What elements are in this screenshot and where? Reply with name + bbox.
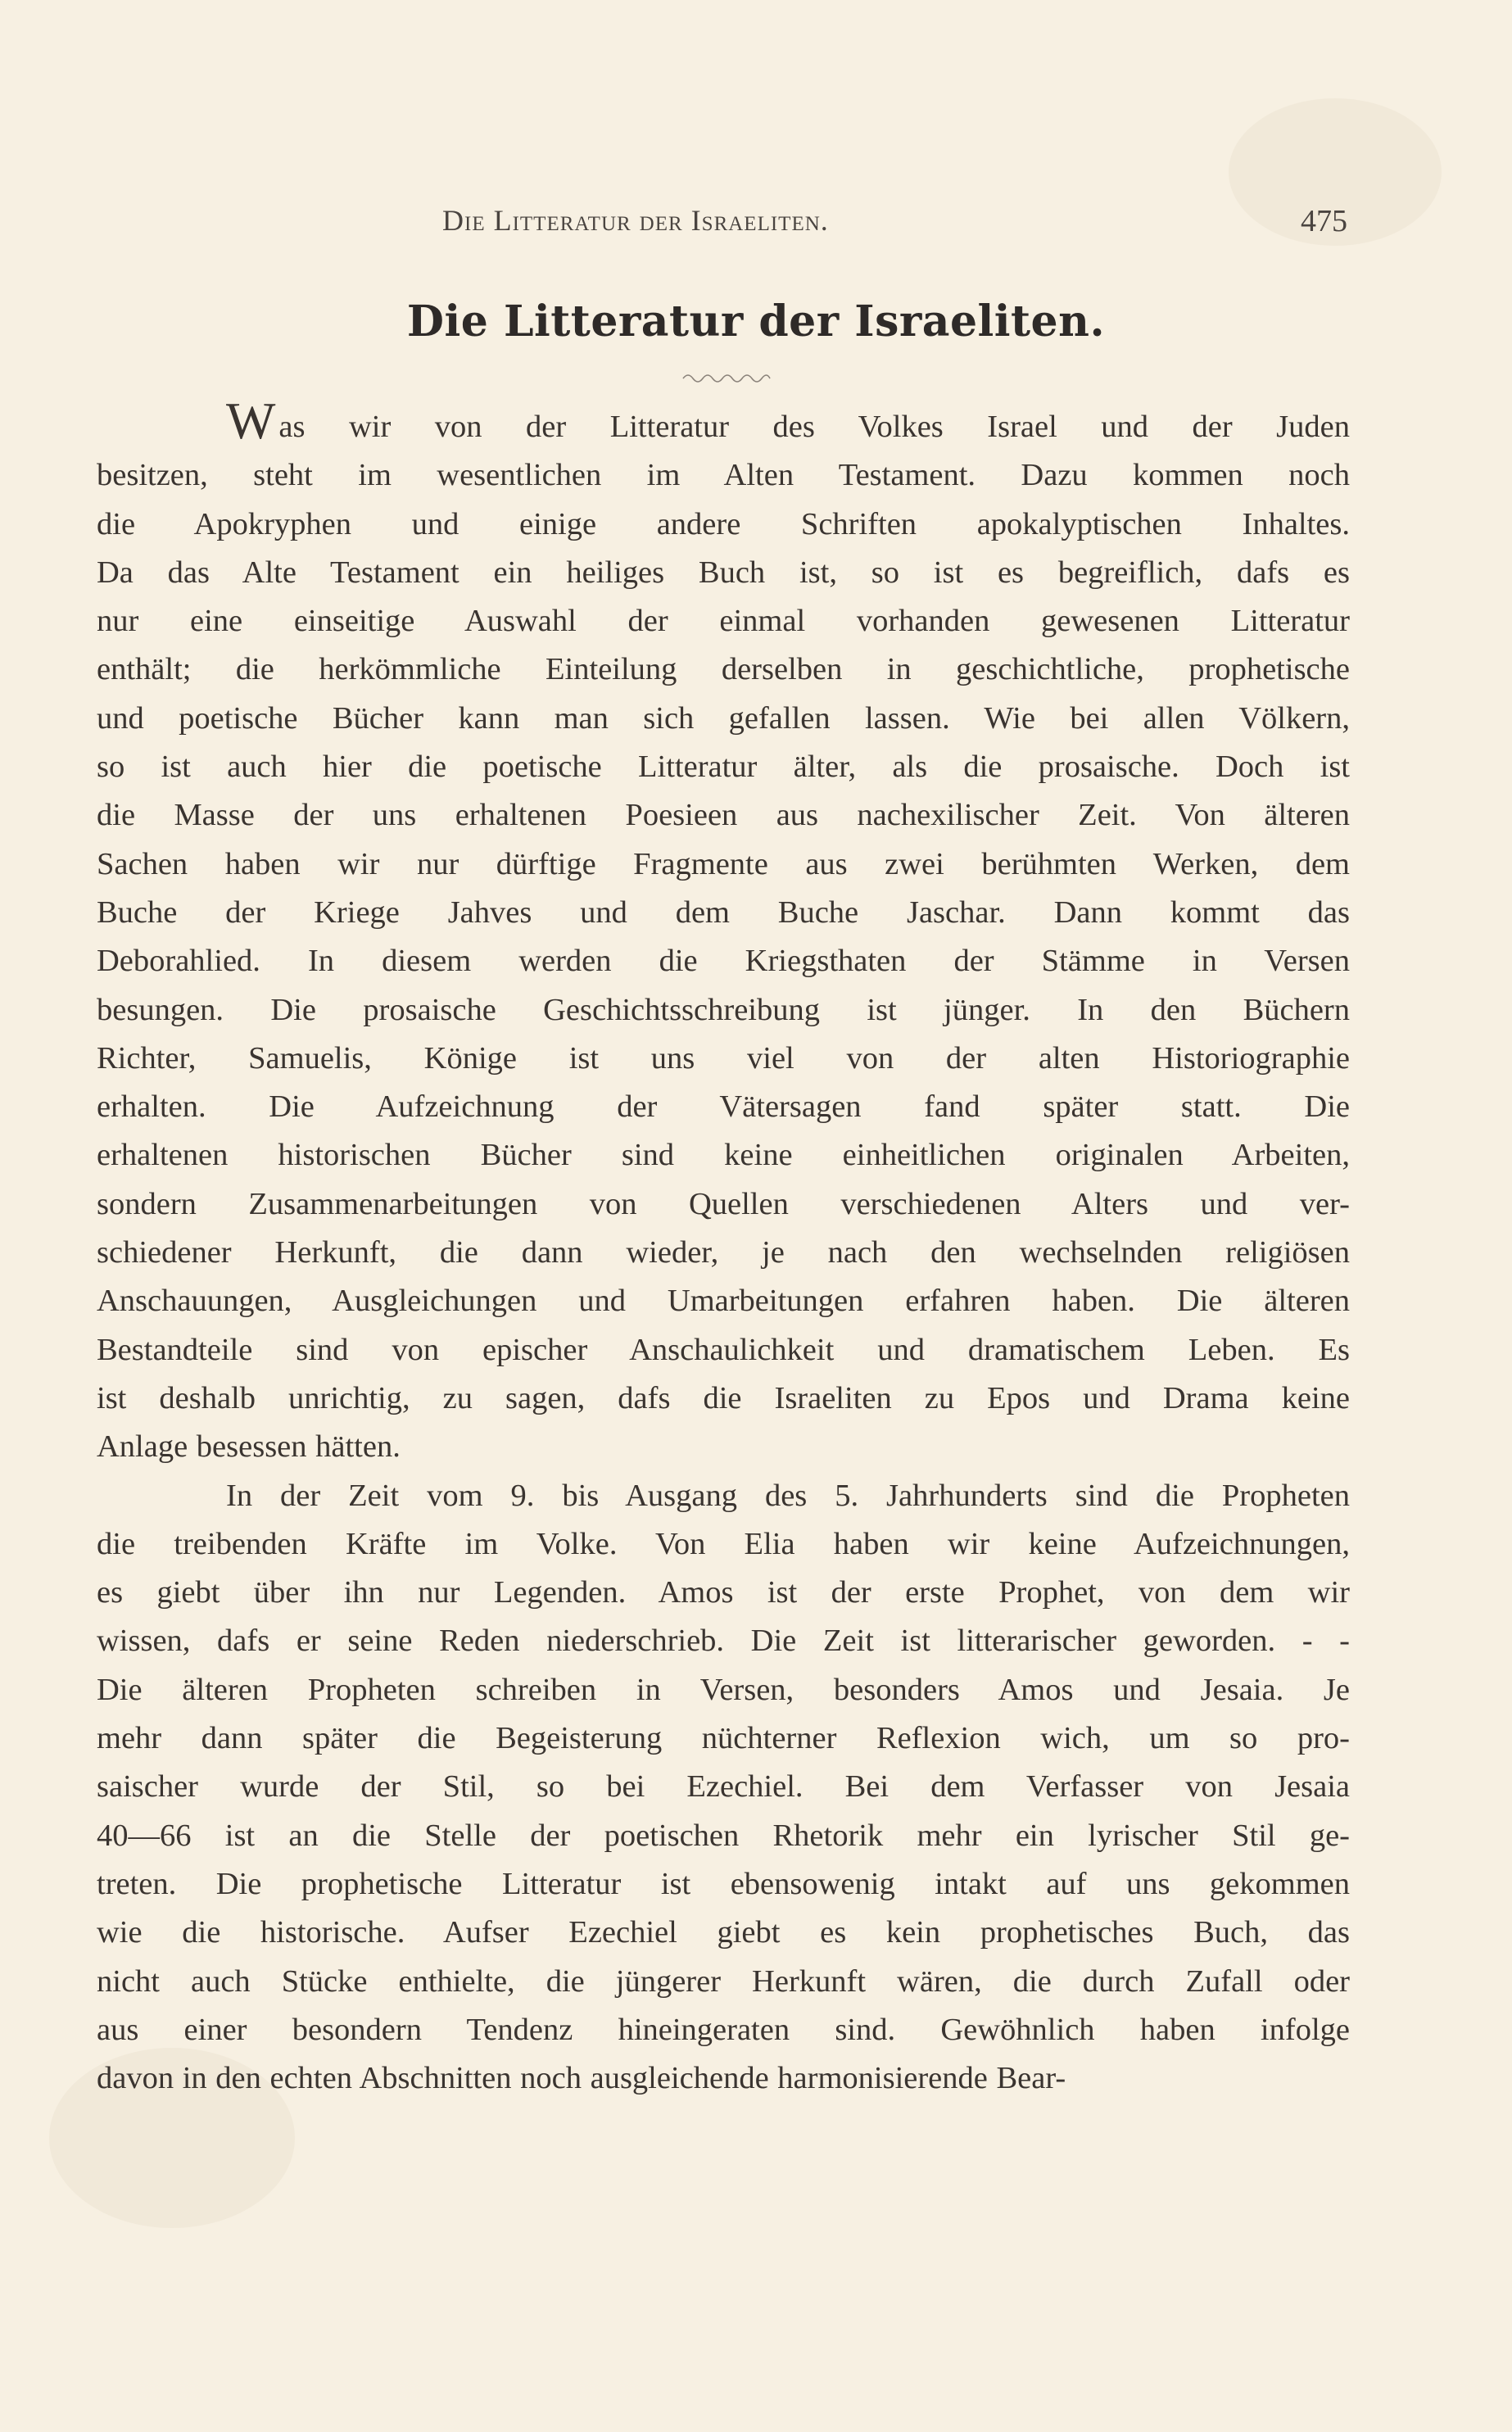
line-text: die treibenden Kräfte im Volke. Von Elia haben wir keine Aufzeichnungen, [97,1526,1350,1561]
text-line [97,1909,1350,1957]
text-line [97,1520,1350,1569]
text-line [97,1277,1350,1325]
page-number: 475 [1301,204,1347,238]
text-line [97,1714,1350,1763]
text-line [97,695,1350,743]
text-line [97,1958,1350,2006]
line-text: nur eine einseitige Auswahl der einmal vorhanden gewesenen Litteratur [97,604,1350,639]
text-line [97,1375,1350,1423]
paragraph-2 [97,1472,1350,2104]
text-line [97,1180,1350,1229]
line-text: 40—66 ist an die Stelle der poetischen Rhetorik mehr ein lyrischer Stil ge- [97,1818,1350,1853]
text-line [97,403,1350,451]
text-line [97,500,1350,549]
text-line [97,1569,1350,1617]
text-line [97,889,1350,937]
body-text [97,403,1350,2103]
text-line [97,1666,1350,1714]
text-line [97,1860,1350,1909]
line-text: Die älteren Propheten schreiben in Versen, besonders Amos und Jesaia. Je [97,1672,1350,1707]
text-line [97,1229,1350,1277]
line-text: nicht auch Stücke enthielte, die jüngerer Herkunft wären, die durch Zufall oder [97,1963,1350,1999]
text-line [97,1812,1350,1860]
text-line [97,1326,1350,1375]
line-text: erhaltenen historischen Bücher sind keine einheitlichen originalen Arbeiten, [97,1138,1350,1173]
line-text: und poetische Bücher kann man sich gefallen lassen. Wie bei allen Völkern, [97,700,1350,736]
line-text: enthält; die herkömmliche Einteilung derselben in geschichtliche, prophetische [97,652,1350,687]
text-line [97,1472,1350,1520]
line-text: Buche der Kriege Jahves und dem Buche Jaschar. Dann kommt das [97,894,1350,930]
text-line [97,1763,1350,1811]
line-text: aus einer besondern Tendenz hineingeraten sind. Gewöhnlich haben infolge [97,2012,1350,2047]
line-text: treten. Die prophetische Litteratur ist ebensowenig intakt auf uns gekommen [97,1866,1350,1901]
line-text: erhalten. Die Aufzeichnung der Vätersagen fand später statt. Die [97,1089,1350,1125]
text-line [97,1035,1350,1083]
line-text: Richter, Samuelis, Könige ist uns viel von der alten Historiographie [97,1040,1350,1076]
line-text: so ist auch hier die poetische Litteratur älter, als die prosaische. Doch ist [97,750,1350,785]
paragraph-1 [97,403,1350,1472]
line-text: die Apokryphen und einige andere Schriften apokalyptischen Inhaltes. [97,506,1350,541]
text-line [97,2006,1350,2054]
text-line [97,840,1350,889]
text-line [97,1083,1350,1131]
running-head-title: Die Litteratur der Israeliten. [442,204,829,237]
line-text: es giebt über ihn nur Legenden. Amos ist der erste Prophet, von dem wir [97,1575,1350,1610]
line-text: Anlage besessen hätten. [97,1429,401,1465]
line-text: sondern Zusammenarbeitungen von Quellen verschiedenen Alters und ver- [97,1186,1350,1221]
text-line [97,937,1350,985]
text-line [97,645,1350,694]
text-line [97,1423,1350,1471]
line-text: die Masse der uns erhaltenen Poesieen aus nachexilischer Zeit. Von älteren [97,798,1350,833]
line-text: davon in den echten Abschnitten noch ausgleichende harmonisierende Bear- [97,2061,1066,2096]
line-text: schiedener Herkunft, die dann wieder, je nach den wechselnden religiösen [97,1235,1350,1270]
text-line [97,549,1350,597]
line-text: saischer wurde der Stil, so bei Ezechiel. Bei dem Verfasser von Jesaia [97,1769,1350,1805]
line-text: wissen, dafs er seine Reden niederschrieb. Die Zeit ist litterarischer geworden. - - [97,1624,1350,1659]
line-text: mehr dann später die Begeisterung nüchterner Reflexion wich, um so pro- [97,1721,1350,1756]
chapter-title: Die Litteratur der Israeliten. [406,297,1106,346]
line-text: Anschauungen, Ausgleichungen und Umarbeitungen erfahren haben. Die älteren [97,1284,1350,1319]
text-line [97,1131,1350,1180]
text-line [97,986,1350,1035]
line-text: Deborahlied. In diesem werden die Kriegsthaten der Stämme in Versen [97,944,1350,979]
line-text: Sachen haben wir nur dürftige Fragmente aus zwei berühmten Werken, dem [97,846,1350,881]
text-line [97,743,1350,791]
line-text: In der Zeit vom 9. bis Ausgang des 5. Jahrhunderts sind die Propheten [226,1478,1350,1513]
running-head [442,203,1360,252]
drop-cap: W [226,403,276,450]
text-line [97,791,1350,840]
decorative-squiggle-icon [681,369,772,385]
line-text: besitzen, steht im wesentlichen im Alten Testament. Dazu kommen noch [97,458,1350,493]
text-line [97,1617,1350,1665]
line-text: as wir von der Litteratur des Volkes Israel und der Juden [278,410,1350,444]
text-line [97,2054,1350,2103]
text-line [97,597,1350,645]
line-text: besungen. Die prosaische Geschichtsschreibung ist jünger. In den Büchern [97,992,1350,1027]
line-text: wie die historische. Aufser Ezechiel giebt es kein prophetisches Buch, das [97,1915,1350,1950]
line-text: Bestandteile sind von epischer Anschaulichkeit und dramatischem Leben. Es [97,1332,1350,1367]
line-text: Da das Alte Testament ein heiliges Buch ist, so ist es begreiflich, dafs es [97,555,1350,590]
line-text: ist deshalb unrichtig, zu sagen, dafs die Israeliten zu Epos und Drama keine [97,1380,1350,1415]
text-line [97,451,1350,500]
